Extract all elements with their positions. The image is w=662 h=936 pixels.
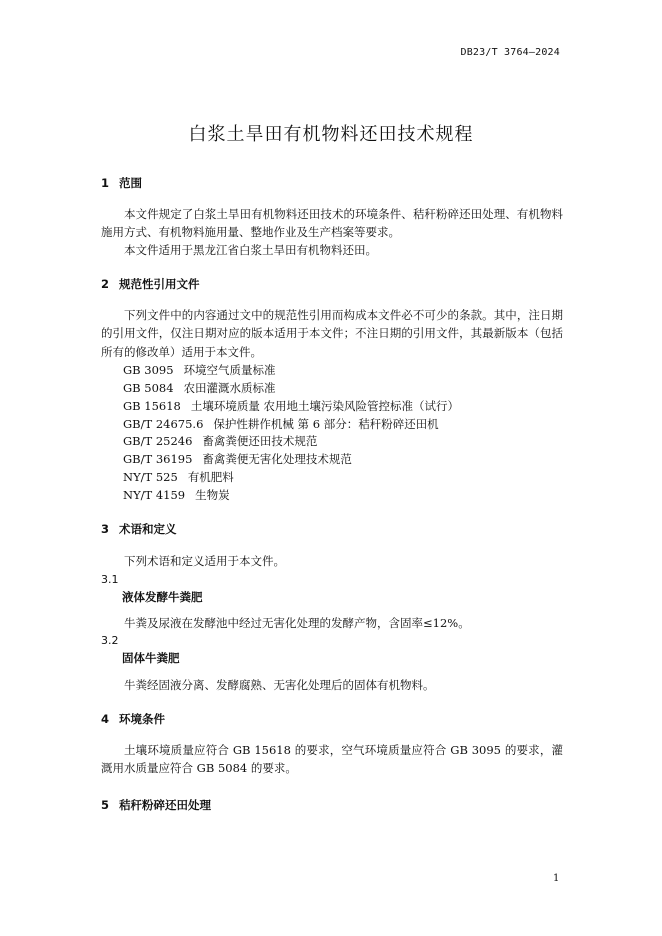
reference-name: 土壤环境质量 农用地土壤污染风险管控标准（试行） xyxy=(190,399,460,413)
page-title: 白浆土旱田有机物料还田技术规程 xyxy=(188,124,474,145)
reference-code: NY/T 4159 xyxy=(123,488,186,502)
section-heading-1 xyxy=(101,175,142,191)
section-number: 1 xyxy=(101,176,110,190)
term-title: 固体牛粪肥 xyxy=(122,651,180,665)
reference-item xyxy=(123,381,276,395)
document-number: DB23/T 3764—2024 xyxy=(460,47,560,58)
term-number: 3.2 xyxy=(101,634,119,647)
term-definition: 牛粪及尿液在发酵池中经过无害化处理的发酵产物，含固率≤12%。 xyxy=(124,616,470,630)
section-title: 环境条件 xyxy=(119,712,165,726)
paragraph: 下列术语和定义适用于本文件。 xyxy=(124,554,285,568)
reference-code: GB/T 25246 xyxy=(123,434,193,448)
reference-code: GB/T 36195 xyxy=(123,452,193,466)
section-heading-3 xyxy=(101,521,177,537)
reference-item xyxy=(123,399,459,413)
page-number: 1 xyxy=(553,873,560,884)
section-title: 规范性引用文件 xyxy=(119,277,200,291)
section-heading-4 xyxy=(101,711,165,727)
reference-name: 保护性耕作机械 第 6 部分：秸秆粉碎还田机 xyxy=(213,417,439,431)
section-title: 范围 xyxy=(119,176,142,190)
reference-name: 环境空气质量标准 xyxy=(183,363,276,377)
section-number: 4 xyxy=(101,712,110,726)
term-title: 液体发酵牛粪肥 xyxy=(122,590,203,604)
section-number: 5 xyxy=(101,798,110,812)
reference-name: 畜禽粪便还田技术规范 xyxy=(202,434,318,448)
reference-item xyxy=(123,363,276,377)
reference-item xyxy=(123,488,230,502)
reference-name: 有机肥料 xyxy=(187,470,234,484)
section-heading-5 xyxy=(101,797,211,813)
reference-name: 生物炭 xyxy=(195,488,230,502)
term-number: 3.1 xyxy=(101,573,119,586)
section-title: 秸秆粉碎还田处理 xyxy=(119,798,211,812)
reference-code: GB 5084 xyxy=(123,381,174,395)
reference-item xyxy=(123,452,352,466)
reference-code: NY/T 525 xyxy=(123,470,178,484)
section-heading-2 xyxy=(101,276,200,292)
reference-code: GB 15618 xyxy=(123,399,181,413)
paragraph: 土壤环境质量应符合 GB 15618 的要求，空气环境质量应符合 GB 3095 的要求，灌溉用水质量应符合 GB 5084 的要求。 xyxy=(101,743,563,776)
section-number: 2 xyxy=(101,277,110,291)
reference-code: GB/T 24675.6 xyxy=(123,417,204,431)
reference-item xyxy=(123,417,439,431)
reference-name: 农田灌溉水质标准 xyxy=(183,381,276,395)
section-title: 术语和定义 xyxy=(119,522,177,536)
term-definition: 牛粪经固液分离、发酵腐熟、无害化处理后的固体有机物料。 xyxy=(124,678,435,692)
paragraph: 本文件规定了白浆土旱田有机物料还田技术的环境条件、秸秆粉碎还田处理、有机物料施用方式、有机物料施用量、整地作业及生产档案等要求。 xyxy=(101,207,563,240)
reference-item xyxy=(123,470,234,484)
paragraph: 本文件适用于黑龙江省白浆土旱田有机物料还田。 xyxy=(124,243,377,257)
paragraph: 下列文件中的内容通过文中的规范性引用而构成本文件必不可少的条款。其中，注日期的引用文件，仅注日期对应的版本适用于本文件；不注日期的引用文件，其最新版本（包括所有的修改单）适用于本文件。 xyxy=(101,308,563,359)
section-number: 3 xyxy=(101,522,110,536)
reference-item xyxy=(123,434,317,448)
reference-code: GB 3095 xyxy=(123,363,174,377)
reference-name: 畜禽粪便无害化处理技术规范 xyxy=(202,452,352,466)
